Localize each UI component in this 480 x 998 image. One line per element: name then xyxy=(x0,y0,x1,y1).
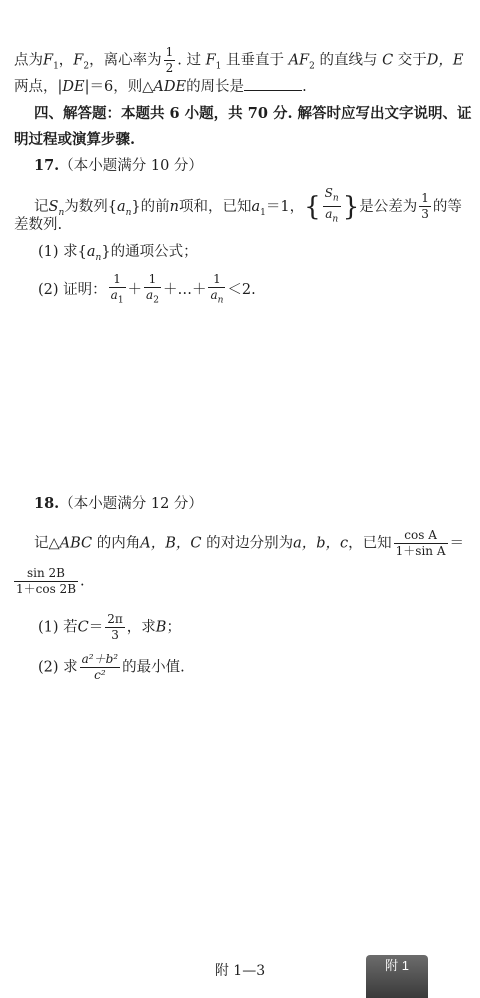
page-number: 附 1—3 xyxy=(214,963,266,979)
q17-part-2: (2) 证明： $\frac{1}{a_1}$ ＋ $\frac{1}{a_2}$ ＋…＋ $\frac{1}{a_n}$ ＜2. xyxy=(38,272,256,308)
q17-stem-line-2: 差数列. xyxy=(14,217,63,233)
q18-part-2: (2) 求 $\frac{\text{a²＋b²}}{\text{c²}}$ 的最小值. xyxy=(38,652,185,682)
eccentricity-fraction: $\frac{1}{2}$ xyxy=(165,45,174,75)
ratio-fraction: $\frac{\text{a²＋b²}}{\text{c²}}$ xyxy=(81,652,119,682)
q18-stem-line-1: 记△ABC 的内角A，B，C 的对边分别为a，b，c，已知 $\frac{\text{cos A}}{\text{1＋sin A}}$ ＝ xyxy=(34,528,465,558)
q17-header: 17.（本小题满分 10 分） xyxy=(34,157,203,174)
q17-part-1: (1) 求$\{a_n\}$的通项公式； xyxy=(38,244,198,263)
reciprocal-an: $\frac{1}{a_n}$ xyxy=(210,272,224,306)
q18-header: 18.（本小题满分 12 分） xyxy=(34,495,203,512)
prev-question-line-1: 点为$F_1$，$F_2$，离心率为 $\frac{1}{2}$ . 过 $F_1$ 且垂直于 $AF_2$ 的直线与 C 交于D，E xyxy=(14,45,464,75)
section-heading: 四、解答题：本题共 6 小题，共 70 分. 解答时应写出文字说明、证 xyxy=(34,105,472,122)
q18-part-1: (1) 若C＝ $\frac{2\pi}{3}$ ，求B； xyxy=(38,612,181,642)
appendix-tab[interactable]: 附 1 xyxy=(366,955,428,998)
one-third-fraction: $\frac{1}{3}$ xyxy=(421,191,429,222)
two-pi-thirds-fraction: $\frac{2\pi}{3}$ xyxy=(107,612,123,642)
section-heading-cont: 明过程或演算步骤. xyxy=(14,131,136,148)
q17-stem-line-1: 记$S_n$为数列$\{a_n\}$的前n项和，已知$a_1=1$，{ $\frac{S_n}{a_n}$ }是公差为 $\frac{1}{3}$ 的等 xyxy=(34,186,462,228)
cosA-fraction: $\frac{\text{cos A}}{\text{1＋sin A}}$ xyxy=(395,528,446,558)
reciprocal-a2: $\frac{1}{a_2}$ xyxy=(146,272,159,306)
answer-blank[interactable] xyxy=(244,76,302,91)
reciprocal-a1: $\frac{1}{a_1}$ xyxy=(110,272,124,306)
prev-question-line-2: 两点，|DE|＝6，则△ADE的周长是 . xyxy=(14,76,307,97)
sin2B-fraction: $\frac{\sin 2B}{1+\cos 2B}$ xyxy=(16,566,77,596)
sn-over-an-fraction: $\frac{S_n}{a_n}$ xyxy=(324,186,339,225)
q18-stem-line-2: $\frac{\sin 2B}{1+\cos 2B}$ . xyxy=(16,566,85,596)
